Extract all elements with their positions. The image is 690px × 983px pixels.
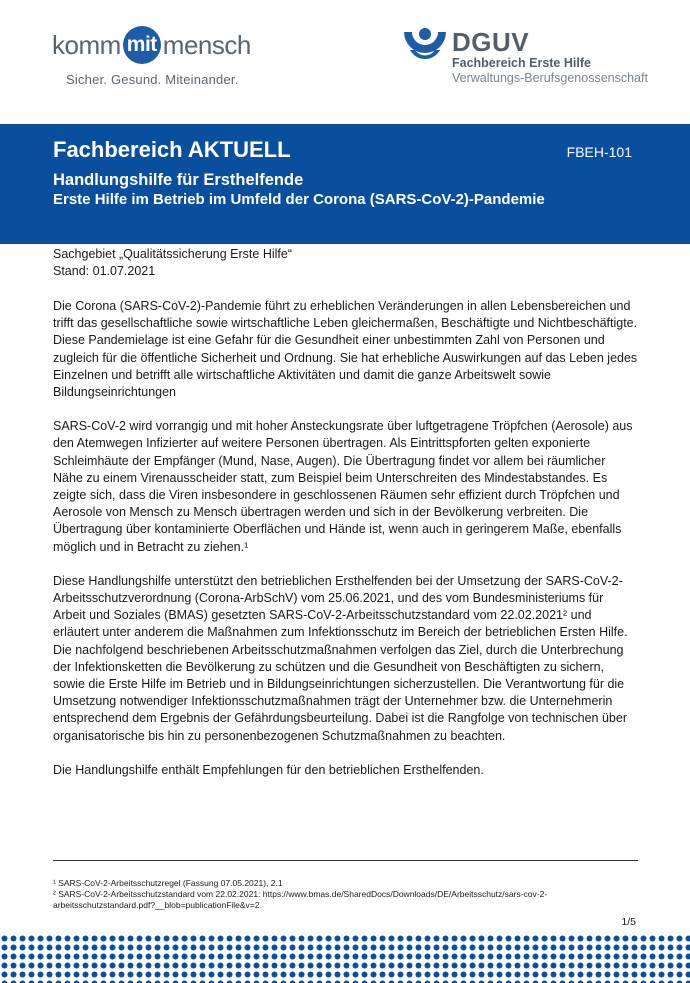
dguv-name: DGUV xyxy=(452,27,530,57)
footnotes xyxy=(53,878,638,911)
dguv-logo xyxy=(402,28,648,86)
page-number: 1/5 xyxy=(621,916,636,928)
logo-prefix: komm xyxy=(52,29,121,60)
kommmitmensch-logo xyxy=(52,26,251,87)
sachgebiet-line: Sachgebiet „Qualitätssicherung Erste Hilfe“ xyxy=(53,247,293,261)
banner-subtitle-1: Handlungshilfe für Ersthelfende xyxy=(53,171,304,189)
paragraph: Die Corona (SARS-CoV-2)-Pandemie führt zu erheblichen Veränderungen in allen Lebensbereichen und trifft das gesellschaftliche sowie wirtschaftliche Leben gleichermaßen, Beschäftigte und Nichtbeschäftigte. Diese Pandemielage ist eine Gefahr für die Gesundheit einer unbestimmten Zahl von Personen und zugleich für die öffentliche Sicherheit und Ordnung. Sie hat erhebliche Auswirkungen auf das Leben jedes Einzelnen und betrifft alle wirtschaftliche Aktivitäten und damit die ganze Arbeitswelt sowie Bildungseinrichtungen xyxy=(53,299,638,400)
banner-title: Fachbereich AKTUELL xyxy=(53,137,291,162)
document-code: FBEH-101 xyxy=(566,144,632,160)
title-banner xyxy=(0,124,690,244)
body-text xyxy=(53,298,638,796)
stand-line: Stand: 01.07.2021 xyxy=(53,264,156,278)
dotted-footer-band xyxy=(0,934,690,983)
logo-circle: mit xyxy=(123,26,161,64)
banner-subtitle-2: Erste Hilfe im Betrieb im Umfeld der Corona (SARS-CoV-2)-Pandemie xyxy=(53,191,545,208)
paragraph: SARS-CoV-2 wird vorrangig und mit hoher Ansteckungsrate über luftgetragene Tröpfchen (Aerosole) aus den Atemwegen Infizierter auf weitere Personen übertragen. Als Eintrittspforten gelten exponierte Schleimhäute der Empfänger (Mund, Nase, Augen). Die Übertragung findet vor allem bei räumlicher Nähe zu einem Virenausscheider statt, zum Beispiel beim Unterschreiten des Mindestabstandes. Es zeigte sich, dass die Viren insbesondere in geschlossenen Räumen sehr effizient durch Tröpfchen und Aerosole von Mensch zu Mensch übertragen werden und sich in der Bevölkerung verbreiten. Die Übertragung über kontaminierte Oberflächen und Hände ist, wenn auch in geringerem Maße, ebenfalls möglich und in Betracht zu ziehen.¹ xyxy=(53,419,633,554)
document-meta xyxy=(53,246,292,280)
dguv-subline-1: Fachbereich Erste Hilfe xyxy=(452,56,591,70)
logo-suffix: mensch xyxy=(162,29,251,60)
dguv-logo-mark-icon xyxy=(402,28,448,62)
dguv-subline-2: Verwaltungs-Berufsgenossenschaft xyxy=(452,71,648,85)
logo-tagline: Sicher. Gesund. Miteinander. xyxy=(66,72,239,87)
paragraph: Die Handlungshilfe enthält Empfehlungen für den betrieblichen Ersthelfenden. xyxy=(53,762,484,777)
footnote-divider xyxy=(53,860,638,861)
footnote-1: ¹ SARS-CoV-2-Arbeitsschutzregel (Fassung 07.05.2021), 2.1 xyxy=(53,878,283,888)
footnote-2: ² SARS-CoV-2-Arbeitsschutzstandard vom 22.02.2021: https://www.bmas.de/SharedDocs/Downloads/DE/Arbeitsschutz/sars-cov-2-arbeitsschutzstandard.pdf?__blob=publicationFile&v=2 xyxy=(53,889,548,910)
paragraph: Diese Handlungshilfe unterstützt den betrieblichen Ersthelfenden bei der Umsetzung der SARS-CoV-2-Arbeitsschutzverordnung (Corona-ArbSchV) vom 25.06.2021, und des vom Bundesministeriums für Arbeit und Soziales (BMAS) gesetzten SARS-CoV-2-Arbeitsschutzstandard vom 22.02.2021² und erläutert unter anderem die Maßnahmen zum Infektionsschutz im Bereich der betrieblichen Ersten Hilfe. Die nachfolgend beschriebenen Arbeitsschutzmaßnahmen verfolgen das Ziel, durch die Unterbrechung der Infektionsketten die Bevölkerung zu schützen und die Gesundheit von Beschäftigten zu sichern, sowie die Erste Hilfe im Betrieb und in Bildungseinrichtungen sicherzustellen. Die Verantwortung für die Umsetzung notwendiger Infektionsschutzmaßnahmen trägt der Unternehmer bzw. die Unternehmerin entsprechend dem Ergebnis der Gefährdungsbeurteilung. Dabei ist die Rangfolge von technischen über organisatorische bis hin zu personenbezogenen Schutzmaßnahmen zu beachten. xyxy=(53,573,628,743)
